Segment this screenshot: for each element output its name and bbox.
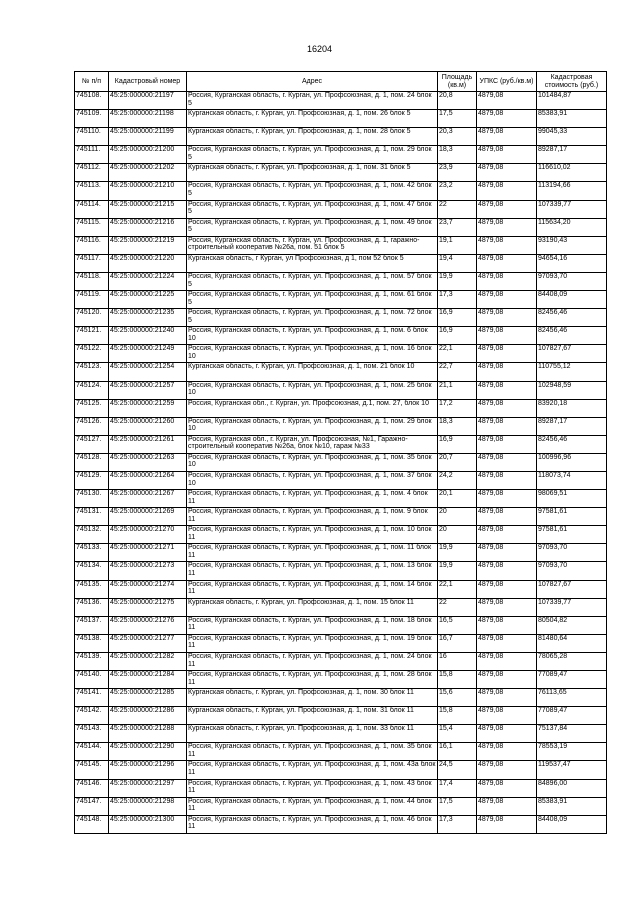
table-row xyxy=(75,218,607,236)
table-row xyxy=(75,110,607,128)
area-cell: 18,3 xyxy=(438,146,477,164)
upks-cell: 4879,08 xyxy=(477,562,537,580)
cadastral-number-cell: 45:25:000000:21263 xyxy=(109,453,187,471)
cadastral-number-cell: 45:25:000000:21220 xyxy=(109,254,187,272)
cadastral-number-cell: 45:25:000000:21286 xyxy=(109,707,187,725)
area-cell: 17,3 xyxy=(438,815,477,833)
address-cell: Россия, Курганская область, г. Курган, ул. Профсоюзная, д. 1, пом. 43 блок 11 xyxy=(187,779,438,797)
row-number-cell: 745118. xyxy=(75,272,109,290)
row-number-cell: 745123. xyxy=(75,363,109,381)
address-cell: Россия, Курганская область, г. Курган, ул. Профсоюзная, д. 1, пом. 11 блок 11 xyxy=(187,544,438,562)
upks-cell: 4879,08 xyxy=(477,345,537,363)
header-cadastral-cost: Кадастровая стоимость (руб.) xyxy=(537,72,607,92)
upks-cell: 4879,08 xyxy=(477,417,537,435)
table-row xyxy=(75,399,607,417)
upks-cell: 4879,08 xyxy=(477,743,537,761)
area-cell: 20 xyxy=(438,526,477,544)
table-row xyxy=(75,291,607,309)
row-number-cell: 745146. xyxy=(75,779,109,797)
area-cell: 16,9 xyxy=(438,435,477,453)
upks-cell: 4879,08 xyxy=(477,652,537,670)
cadastral-cost-cell: 97581,61 xyxy=(537,508,607,526)
upks-cell: 4879,08 xyxy=(477,164,537,182)
cadastral-number-cell: 45:25:000000:21257 xyxy=(109,381,187,399)
upks-cell: 4879,08 xyxy=(477,797,537,815)
upks-cell: 4879,08 xyxy=(477,236,537,254)
address-cell: Россия, Курганская область, г. Курган, ул. Профсоюзная, д. 1, пом. 18 блок 11 xyxy=(187,616,438,634)
row-number-cell: 745138. xyxy=(75,634,109,652)
row-number-cell: 745135. xyxy=(75,580,109,598)
cadastral-cost-cell: 107827,67 xyxy=(537,345,607,363)
row-number-cell: 745148. xyxy=(75,815,109,833)
cadastral-cost-cell: 119537,47 xyxy=(537,761,607,779)
row-number-cell: 745145. xyxy=(75,761,109,779)
header-upks: УПКС (руб./кв.м) xyxy=(477,72,537,92)
upks-cell: 4879,08 xyxy=(477,761,537,779)
table-row xyxy=(75,598,607,616)
row-number-cell: 745116. xyxy=(75,236,109,254)
cadastral-number-cell: 45:25:000000:21215 xyxy=(109,200,187,218)
table-row xyxy=(75,562,607,580)
area-cell: 20 xyxy=(438,508,477,526)
area-cell: 17,5 xyxy=(438,797,477,815)
cadastral-cost-cell: 84408,09 xyxy=(537,291,607,309)
address-cell: Россия, Курганская область, г. Курган, ул. Профсоюзная, д. 1, пом. 37 блок 10 xyxy=(187,471,438,489)
address-cell: Россия, Курганская область, г. Курган, ул. Профсоюзная, д. 1, пом. 10 блок 11 xyxy=(187,526,438,544)
address-cell: Россия, Курганская область, г. Курган, ул. Профсоюзная, д. 1, пом. 35 блок 10 xyxy=(187,453,438,471)
cadastral-cost-cell: 77089,47 xyxy=(537,707,607,725)
address-cell: Россия, Курганская обл., г. Курган, ул. Профсоюзная, №1, Гаражно-строительный кооператив №26а, блок №10, гараж №33 xyxy=(187,435,438,453)
address-cell: Россия, Курганская область, г. Курган, ул. Профсоюзная, д. 1, пом. 24 блок 11 xyxy=(187,652,438,670)
cadastral-cost-cell: 78065,28 xyxy=(537,652,607,670)
row-number-cell: 745143. xyxy=(75,725,109,743)
cadastral-cost-cell: 80504,82 xyxy=(537,616,607,634)
row-number-cell: 745137. xyxy=(75,616,109,634)
upks-cell: 4879,08 xyxy=(477,146,537,164)
row-number-cell: 745144. xyxy=(75,743,109,761)
table-row xyxy=(75,345,607,363)
cadastral-number-cell: 45:25:000000:21273 xyxy=(109,562,187,580)
table-row xyxy=(75,634,607,652)
area-cell: 20,7 xyxy=(438,453,477,471)
row-number-cell: 745130. xyxy=(75,490,109,508)
upks-cell: 4879,08 xyxy=(477,508,537,526)
table-row xyxy=(75,236,607,254)
header-number: № п/п xyxy=(75,72,109,92)
row-number-cell: 745115. xyxy=(75,218,109,236)
cadastral-number-cell: 45:25:000000:21298 xyxy=(109,797,187,815)
table-row xyxy=(75,254,607,272)
area-cell: 20,8 xyxy=(438,92,477,110)
address-cell: Россия, Курганская область, г. Курган, ул. Профсоюзная, д. 1, пом. 16 блок 10 xyxy=(187,345,438,363)
row-number-cell: 745126. xyxy=(75,417,109,435)
upks-cell: 4879,08 xyxy=(477,309,537,327)
row-number-cell: 745117. xyxy=(75,254,109,272)
address-cell: Россия, Курганская область, г. Курган, ул. Профсоюзная, д. 1, пом. 57 блок 5 xyxy=(187,272,438,290)
cadastral-number-cell: 45:25:000000:21288 xyxy=(109,725,187,743)
row-number-cell: 745141. xyxy=(75,689,109,707)
upks-cell: 4879,08 xyxy=(477,544,537,562)
address-cell: Россия, Курганская область, г. Курган, ул. Профсоюзная, д. 1, пом. 72 блок 5 xyxy=(187,309,438,327)
page-number: 16204 xyxy=(306,44,333,54)
upks-cell: 4879,08 xyxy=(477,218,537,236)
upks-cell: 4879,08 xyxy=(477,110,537,128)
row-number-cell: 745124. xyxy=(75,381,109,399)
cadastral-cost-cell: 81480,64 xyxy=(537,634,607,652)
table-row xyxy=(75,725,607,743)
area-cell: 24,5 xyxy=(438,761,477,779)
row-number-cell: 745139. xyxy=(75,652,109,670)
area-cell: 23,7 xyxy=(438,218,477,236)
table-row xyxy=(75,327,607,345)
table-row xyxy=(75,526,607,544)
cadastral-number-cell: 45:25:000000:21259 xyxy=(109,399,187,417)
table-row xyxy=(75,381,607,399)
cadastral-cost-cell: 113194,66 xyxy=(537,182,607,200)
address-cell: Курганская область, г. Курган, ул. Профсоюзная, д. 1, пом. 31 блок 5 xyxy=(187,164,438,182)
table-row xyxy=(75,707,607,725)
cadastral-cost-cell: 101484,87 xyxy=(537,92,607,110)
cadastral-number-cell: 45:25:000000:21282 xyxy=(109,652,187,670)
row-number-cell: 745108. xyxy=(75,92,109,110)
row-number-cell: 745110. xyxy=(75,128,109,146)
address-cell: Курганская область, г. Курган, ул. Профсоюзная, д. 1, пом. 33 блок 11 xyxy=(187,725,438,743)
area-cell: 15,6 xyxy=(438,689,477,707)
address-cell: Россия, Курганская область, г. Курган, ул. Профсоюзная, д. 1, пом. 4 блок 11 xyxy=(187,490,438,508)
cadastral-cost-cell: 93190,43 xyxy=(537,236,607,254)
upks-cell: 4879,08 xyxy=(477,363,537,381)
table-row xyxy=(75,779,607,797)
cadastral-cost-cell: 76113,65 xyxy=(537,689,607,707)
cadastral-cost-cell: 83920,18 xyxy=(537,399,607,417)
cadastral-cost-cell: 102948,59 xyxy=(537,381,607,399)
area-cell: 17,4 xyxy=(438,779,477,797)
cadastral-number-cell: 45:25:000000:21260 xyxy=(109,417,187,435)
row-number-cell: 745134. xyxy=(75,562,109,580)
cadastral-number-cell: 45:25:000000:21254 xyxy=(109,363,187,381)
table-row xyxy=(75,580,607,598)
area-cell: 17,5 xyxy=(438,110,477,128)
table-row xyxy=(75,435,607,453)
address-cell: Россия, Курганская область, г. Курган, ул. Профсоюзная, д. 1, пом. 25 блок 10 xyxy=(187,381,438,399)
area-cell: 16,7 xyxy=(438,634,477,652)
area-cell: 19,9 xyxy=(438,562,477,580)
address-cell: Россия, Курганская область, г. Курган, ул. Профсоюзная, д. 1, пом. 19 блок 11 xyxy=(187,634,438,652)
area-cell: 17,3 xyxy=(438,291,477,309)
upks-cell: 4879,08 xyxy=(477,779,537,797)
row-number-cell: 745142. xyxy=(75,707,109,725)
cadastral-number-cell: 45:25:000000:21219 xyxy=(109,236,187,254)
upks-cell: 4879,08 xyxy=(477,616,537,634)
cadastral-number-cell: 45:25:000000:21297 xyxy=(109,779,187,797)
address-cell: Россия, Курганская область, г. Курган, ул. Профсоюзная, д. 1, пом. 13 блок 11 xyxy=(187,562,438,580)
area-cell: 16,9 xyxy=(438,327,477,345)
upks-cell: 4879,08 xyxy=(477,707,537,725)
table-row xyxy=(75,128,607,146)
address-cell: Курганская область, г. Курган, ул. Профсоюзная, д. 1, пом. 31 блок 11 xyxy=(187,707,438,725)
cadastral-number-cell: 45:25:000000:21300 xyxy=(109,815,187,833)
cadastral-number-cell: 45:25:000000:21249 xyxy=(109,345,187,363)
cadastral-cost-cell: 82456,46 xyxy=(537,435,607,453)
upks-cell: 4879,08 xyxy=(477,815,537,833)
area-cell: 22,1 xyxy=(438,580,477,598)
upks-cell: 4879,08 xyxy=(477,435,537,453)
row-number-cell: 745111. xyxy=(75,146,109,164)
row-number-cell: 745131. xyxy=(75,508,109,526)
area-cell: 19,1 xyxy=(438,236,477,254)
cadastral-cost-cell: 97581,61 xyxy=(537,526,607,544)
upks-cell: 4879,08 xyxy=(477,526,537,544)
cadastral-cost-cell: 99045,33 xyxy=(537,128,607,146)
cadastral-number-cell: 45:25:000000:21225 xyxy=(109,291,187,309)
address-cell: Курганская область, г. Курган, ул. Профсоюзная, д. 1, пом. 15 блок 11 xyxy=(187,598,438,616)
address-cell: Курганская область, г. Курган, ул. Профсоюзная, д. 1, пом. 28 блок 5 xyxy=(187,128,438,146)
upks-cell: 4879,08 xyxy=(477,725,537,743)
header-area: Площадь (кв.м) xyxy=(438,72,477,92)
table-row xyxy=(75,309,607,327)
table-row xyxy=(75,616,607,634)
cadastral-cost-cell: 97093,70 xyxy=(537,562,607,580)
area-cell: 16 xyxy=(438,652,477,670)
cadastral-number-cell: 45:25:000000:21277 xyxy=(109,634,187,652)
upks-cell: 4879,08 xyxy=(477,381,537,399)
area-cell: 20,1 xyxy=(438,490,477,508)
address-cell: Россия, Курганская область, г. Курган, ул. Профсоюзная, д. 1, пом. 24 блок 5 xyxy=(187,92,438,110)
table-row xyxy=(75,200,607,218)
area-cell: 15,8 xyxy=(438,707,477,725)
area-cell: 19,4 xyxy=(438,254,477,272)
cadastral-number-cell: 45:25:000000:21276 xyxy=(109,616,187,634)
address-cell: Россия, Курганская область, г. Курган, ул. Профсоюзная, д. 1, пом. 29 блок 5 xyxy=(187,146,438,164)
cadastral-number-cell: 45:25:000000:21210 xyxy=(109,182,187,200)
upks-cell: 4879,08 xyxy=(477,580,537,598)
address-cell: Курганская область, г. Курган, ул. Профсоюзная, д. 1, пом. 26 блок 5 xyxy=(187,110,438,128)
address-cell: Россия, Курганская область, г. Курган, ул. Профсоюзная, д. 1, пом. 49 блок 5 xyxy=(187,218,438,236)
upks-cell: 4879,08 xyxy=(477,471,537,489)
cadastral-number-cell: 45:25:000000:21271 xyxy=(109,544,187,562)
table-row xyxy=(75,417,607,435)
cadastral-number-cell: 45:25:000000:21235 xyxy=(109,309,187,327)
row-number-cell: 745120. xyxy=(75,309,109,327)
cadastral-cost-cell: 77089,47 xyxy=(537,671,607,689)
cadastral-number-cell: 45:25:000000:21284 xyxy=(109,671,187,689)
cadastral-cost-cell: 85383,91 xyxy=(537,110,607,128)
area-cell: 22,7 xyxy=(438,363,477,381)
table-row xyxy=(75,797,607,815)
cadastral-number-cell: 45:25:000000:21202 xyxy=(109,164,187,182)
table-row xyxy=(75,363,607,381)
cadastral-number-cell: 45:25:000000:21274 xyxy=(109,580,187,598)
table-row xyxy=(75,471,607,489)
upks-cell: 4879,08 xyxy=(477,490,537,508)
area-cell: 19,9 xyxy=(438,272,477,290)
address-cell: Россия, Курганская область, г. Курган, ул. Профсоюзная, д. 1, пом. 47 блок 5 xyxy=(187,200,438,218)
upks-cell: 4879,08 xyxy=(477,598,537,616)
cadastral-cost-cell: 97093,70 xyxy=(537,272,607,290)
upks-cell: 4879,08 xyxy=(477,671,537,689)
cadastral-number-cell: 45:25:000000:21199 xyxy=(109,128,187,146)
table-row xyxy=(75,544,607,562)
cadastral-cost-cell: 78553,19 xyxy=(537,743,607,761)
cadastral-cost-cell: 82456,46 xyxy=(537,327,607,345)
table-row xyxy=(75,490,607,508)
area-cell: 16,5 xyxy=(438,616,477,634)
upks-cell: 4879,08 xyxy=(477,128,537,146)
upks-cell: 4879,08 xyxy=(477,689,537,707)
cadastral-number-cell: 45:25:000000:21197 xyxy=(109,92,187,110)
cadastral-cost-cell: 82456,46 xyxy=(537,309,607,327)
table-header-row xyxy=(75,72,607,92)
upks-cell: 4879,08 xyxy=(477,254,537,272)
header-cadastral-number: Кадастровый номер xyxy=(109,72,187,92)
address-cell: Курганская область, г Курган, ул Профсоюзная, д 1, пом 52 блок 5 xyxy=(187,254,438,272)
cadastral-cost-cell: 107339,77 xyxy=(537,200,607,218)
cadastral-cost-cell: 89287,17 xyxy=(537,146,607,164)
cadastral-number-cell: 45:25:000000:21198 xyxy=(109,110,187,128)
area-cell: 16,1 xyxy=(438,743,477,761)
address-cell: Россия, Курганская область, г. Курган, ул. Профсоюзная, д. 1, гаражно-строительный кооператив №26а, пом. 51 блок 5 xyxy=(187,236,438,254)
upks-cell: 4879,08 xyxy=(477,327,537,345)
row-number-cell: 745113. xyxy=(75,182,109,200)
address-cell: Россия, Курганская область, г. Курган, ул. Профсоюзная, д. 1, пом. 42 блок 5 xyxy=(187,182,438,200)
row-number-cell: 745125. xyxy=(75,399,109,417)
address-cell: Россия, Курганская область, г. Курган, ул. Профсоюзная, д. 1, пом. 46 блок 11 xyxy=(187,815,438,833)
area-cell: 18,3 xyxy=(438,417,477,435)
cadastral-cost-cell: 94654,16 xyxy=(537,254,607,272)
cadastral-table xyxy=(74,71,607,834)
area-cell: 22,1 xyxy=(438,345,477,363)
cadastral-number-cell: 45:25:000000:21200 xyxy=(109,146,187,164)
table-row xyxy=(75,743,607,761)
row-number-cell: 745127. xyxy=(75,435,109,453)
table-row xyxy=(75,689,607,707)
address-cell: Россия, Курганская обл., г. Курган, ул. Профсоюзная, д.1, пом. 27, блок 10 xyxy=(187,399,438,417)
address-cell: Россия, Курганская область, г. Курган, ул. Профсоюзная, д. 1, пом. 28 блок 11 xyxy=(187,671,438,689)
row-number-cell: 745140. xyxy=(75,671,109,689)
address-cell: Россия, Курганская область, г. Курган, ул. Профсоюзная, д. 1, пом. 35 блок 11 xyxy=(187,743,438,761)
header-address: Адрес xyxy=(187,72,438,92)
row-number-cell: 745112. xyxy=(75,164,109,182)
upks-cell: 4879,08 xyxy=(477,182,537,200)
area-cell: 16,9 xyxy=(438,309,477,327)
upks-cell: 4879,08 xyxy=(477,200,537,218)
row-number-cell: 745136. xyxy=(75,598,109,616)
cadastral-cost-cell: 115634,20 xyxy=(537,218,607,236)
area-cell: 23,9 xyxy=(438,164,477,182)
cadastral-number-cell: 45:25:000000:21269 xyxy=(109,508,187,526)
area-cell: 21,1 xyxy=(438,381,477,399)
area-cell: 17,2 xyxy=(438,399,477,417)
upks-cell: 4879,08 xyxy=(477,453,537,471)
cadastral-number-cell: 45:25:000000:21240 xyxy=(109,327,187,345)
table-row xyxy=(75,182,607,200)
table-row xyxy=(75,164,607,182)
area-cell: 15,8 xyxy=(438,671,477,689)
row-number-cell: 745129. xyxy=(75,471,109,489)
cadastral-number-cell: 45:25:000000:21285 xyxy=(109,689,187,707)
row-number-cell: 745147. xyxy=(75,797,109,815)
cadastral-cost-cell: 107827,67 xyxy=(537,580,607,598)
row-number-cell: 745121. xyxy=(75,327,109,345)
cadastral-cost-cell: 85383,91 xyxy=(537,797,607,815)
cadastral-number-cell: 45:25:000000:21290 xyxy=(109,743,187,761)
table-row xyxy=(75,761,607,779)
cadastral-cost-cell: 107339,77 xyxy=(537,598,607,616)
table-row xyxy=(75,146,607,164)
cadastral-number-cell: 45:25:000000:21270 xyxy=(109,526,187,544)
cadastral-number-cell: 45:25:000000:21261 xyxy=(109,435,187,453)
cadastral-cost-cell: 89287,17 xyxy=(537,417,607,435)
area-cell: 24,2 xyxy=(438,471,477,489)
cadastral-cost-cell: 116610,02 xyxy=(537,164,607,182)
address-cell: Курганская область, г. Курган, ул. Профсоюзная, д. 1, пом. 30 блок 11 xyxy=(187,689,438,707)
cadastral-number-cell: 45:25:000000:21264 xyxy=(109,471,187,489)
cadastral-number-cell: 45:25:000000:21267 xyxy=(109,490,187,508)
address-cell: Курганская область, г. Курган, ул. Профсоюзная, д. 1, пом. 21 блок 10 xyxy=(187,363,438,381)
upks-cell: 4879,08 xyxy=(477,291,537,309)
upks-cell: 4879,08 xyxy=(477,634,537,652)
table-row xyxy=(75,272,607,290)
table-row xyxy=(75,453,607,471)
cadastral-cost-cell: 75137,84 xyxy=(537,725,607,743)
cadastral-number-cell: 45:25:000000:21296 xyxy=(109,761,187,779)
area-cell: 20,3 xyxy=(438,128,477,146)
upks-cell: 4879,08 xyxy=(477,399,537,417)
area-cell: 22 xyxy=(438,598,477,616)
cadastral-cost-cell: 98069,51 xyxy=(537,490,607,508)
row-number-cell: 745122. xyxy=(75,345,109,363)
table-row xyxy=(75,652,607,670)
address-cell: Россия, Курганская область, г. Курган, ул. Профсоюзная, д. 1, пом. 14 блок 11 xyxy=(187,580,438,598)
cadastral-number-cell: 45:25:000000:21216 xyxy=(109,218,187,236)
row-number-cell: 745132. xyxy=(75,526,109,544)
cadastral-cost-cell: 100996,96 xyxy=(537,453,607,471)
address-cell: Россия, Курганская область, г. Курган, ул. Профсоюзная, д. 1, пом. 29 блок 10 xyxy=(187,417,438,435)
upks-cell: 4879,08 xyxy=(477,272,537,290)
table-row xyxy=(75,508,607,526)
address-cell: Россия, Курганская область, г. Курган, ул. Профсоюзная, д. 1, пом. 44 блок 11 xyxy=(187,797,438,815)
cadastral-number-cell: 45:25:000000:21275 xyxy=(109,598,187,616)
address-cell: Россия, Курганская область, г. Курган, ул. Профсоюзная, д. 1, пом. 43а блок 11 xyxy=(187,761,438,779)
row-number-cell: 745114. xyxy=(75,200,109,218)
address-cell: Россия, Курганская область, г. Курган, ул. Профсоюзная, д. 1, пом. 6 блок 10 xyxy=(187,327,438,345)
area-cell: 23,2 xyxy=(438,182,477,200)
cadastral-cost-cell: 110755,12 xyxy=(537,363,607,381)
cadastral-cost-cell: 118073,74 xyxy=(537,471,607,489)
address-cell: Россия, Курганская область, г. Курган, ул. Профсоюзная, д. 1, пом. 61 блок 5 xyxy=(187,291,438,309)
upks-cell: 4879,08 xyxy=(477,92,537,110)
cadastral-cost-cell: 84896,00 xyxy=(537,779,607,797)
address-cell: Россия, Курганская область, г. Курган, ул. Профсоюзная, д. 1, пом. 9 блок 11 xyxy=(187,508,438,526)
row-number-cell: 745128. xyxy=(75,453,109,471)
table-row xyxy=(75,671,607,689)
row-number-cell: 745133. xyxy=(75,544,109,562)
row-number-cell: 745119. xyxy=(75,291,109,309)
area-cell: 19,9 xyxy=(438,544,477,562)
area-cell: 15,4 xyxy=(438,725,477,743)
table-row xyxy=(75,815,607,833)
cadastral-number-cell: 45:25:000000:21224 xyxy=(109,272,187,290)
table-row xyxy=(75,92,607,110)
cadastral-cost-cell: 84408,09 xyxy=(537,815,607,833)
row-number-cell: 745109. xyxy=(75,110,109,128)
area-cell: 22 xyxy=(438,200,477,218)
cadastral-cost-cell: 97093,70 xyxy=(537,544,607,562)
